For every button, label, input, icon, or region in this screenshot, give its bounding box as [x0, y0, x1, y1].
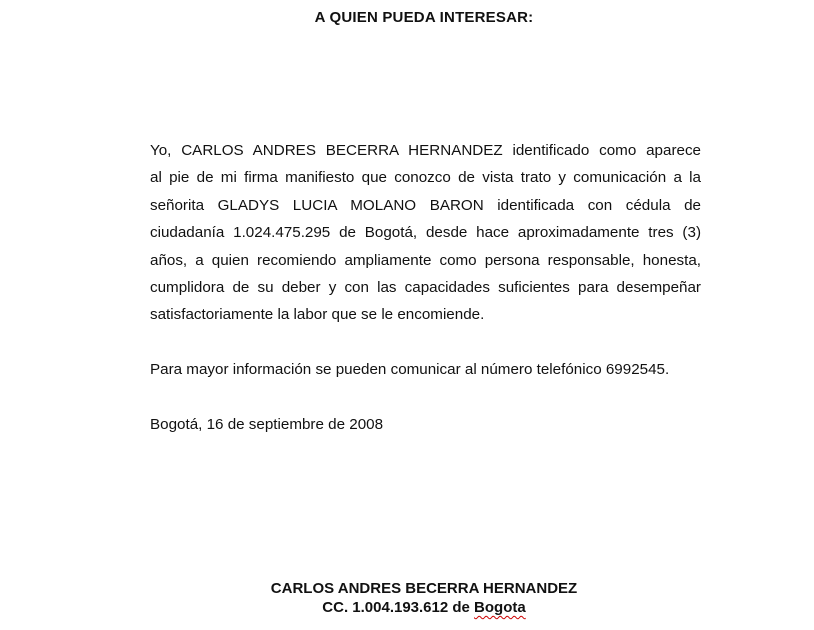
paragraph-line: cumplidora de su deber y con las capacidades suficientes para desempeñar [150, 279, 701, 297]
contact-paragraph: Para mayor información se pueden comunicar al número telefónico 6992545. [150, 361, 670, 378]
paragraph-line: ciudadanía 1.024.475.295 de Bogotá, desde hace aproximadamente tres (3) [150, 224, 701, 242]
signature-id-line [0, 598, 814, 617]
paragraph-line: al pie de mi firma manifiesto que conozco de vista trato y comunicación a la [150, 169, 701, 187]
paragraph-line: años, a quien recomiendo ampliamente como persona responsable, honesta, [150, 251, 701, 269]
paragraph-line: señorita GLADYS LUCIA MOLANO BARON identificada con cédula de [150, 196, 701, 214]
signature-id-number: CC. 1.004.193.612 de [322, 599, 475, 616]
letter-heading: A QUIEN PUEDA INTERESAR: [314, 9, 534, 26]
signature-name: CARLOS ANDRES BECERRA HERNANDEZ [270, 580, 578, 597]
date-line: Bogotá, 16 de septiembre de 2008 [150, 416, 384, 433]
paragraph-line: satisfactoriamente la labor que se le encomiende. [150, 306, 485, 324]
paragraph-line: Yo, CARLOS ANDRES BECERRA HERNANDEZ identificado como aparece [150, 142, 701, 159]
signature-id-city: Bogota [474, 599, 526, 616]
recommendation-paragraph [150, 137, 701, 329]
